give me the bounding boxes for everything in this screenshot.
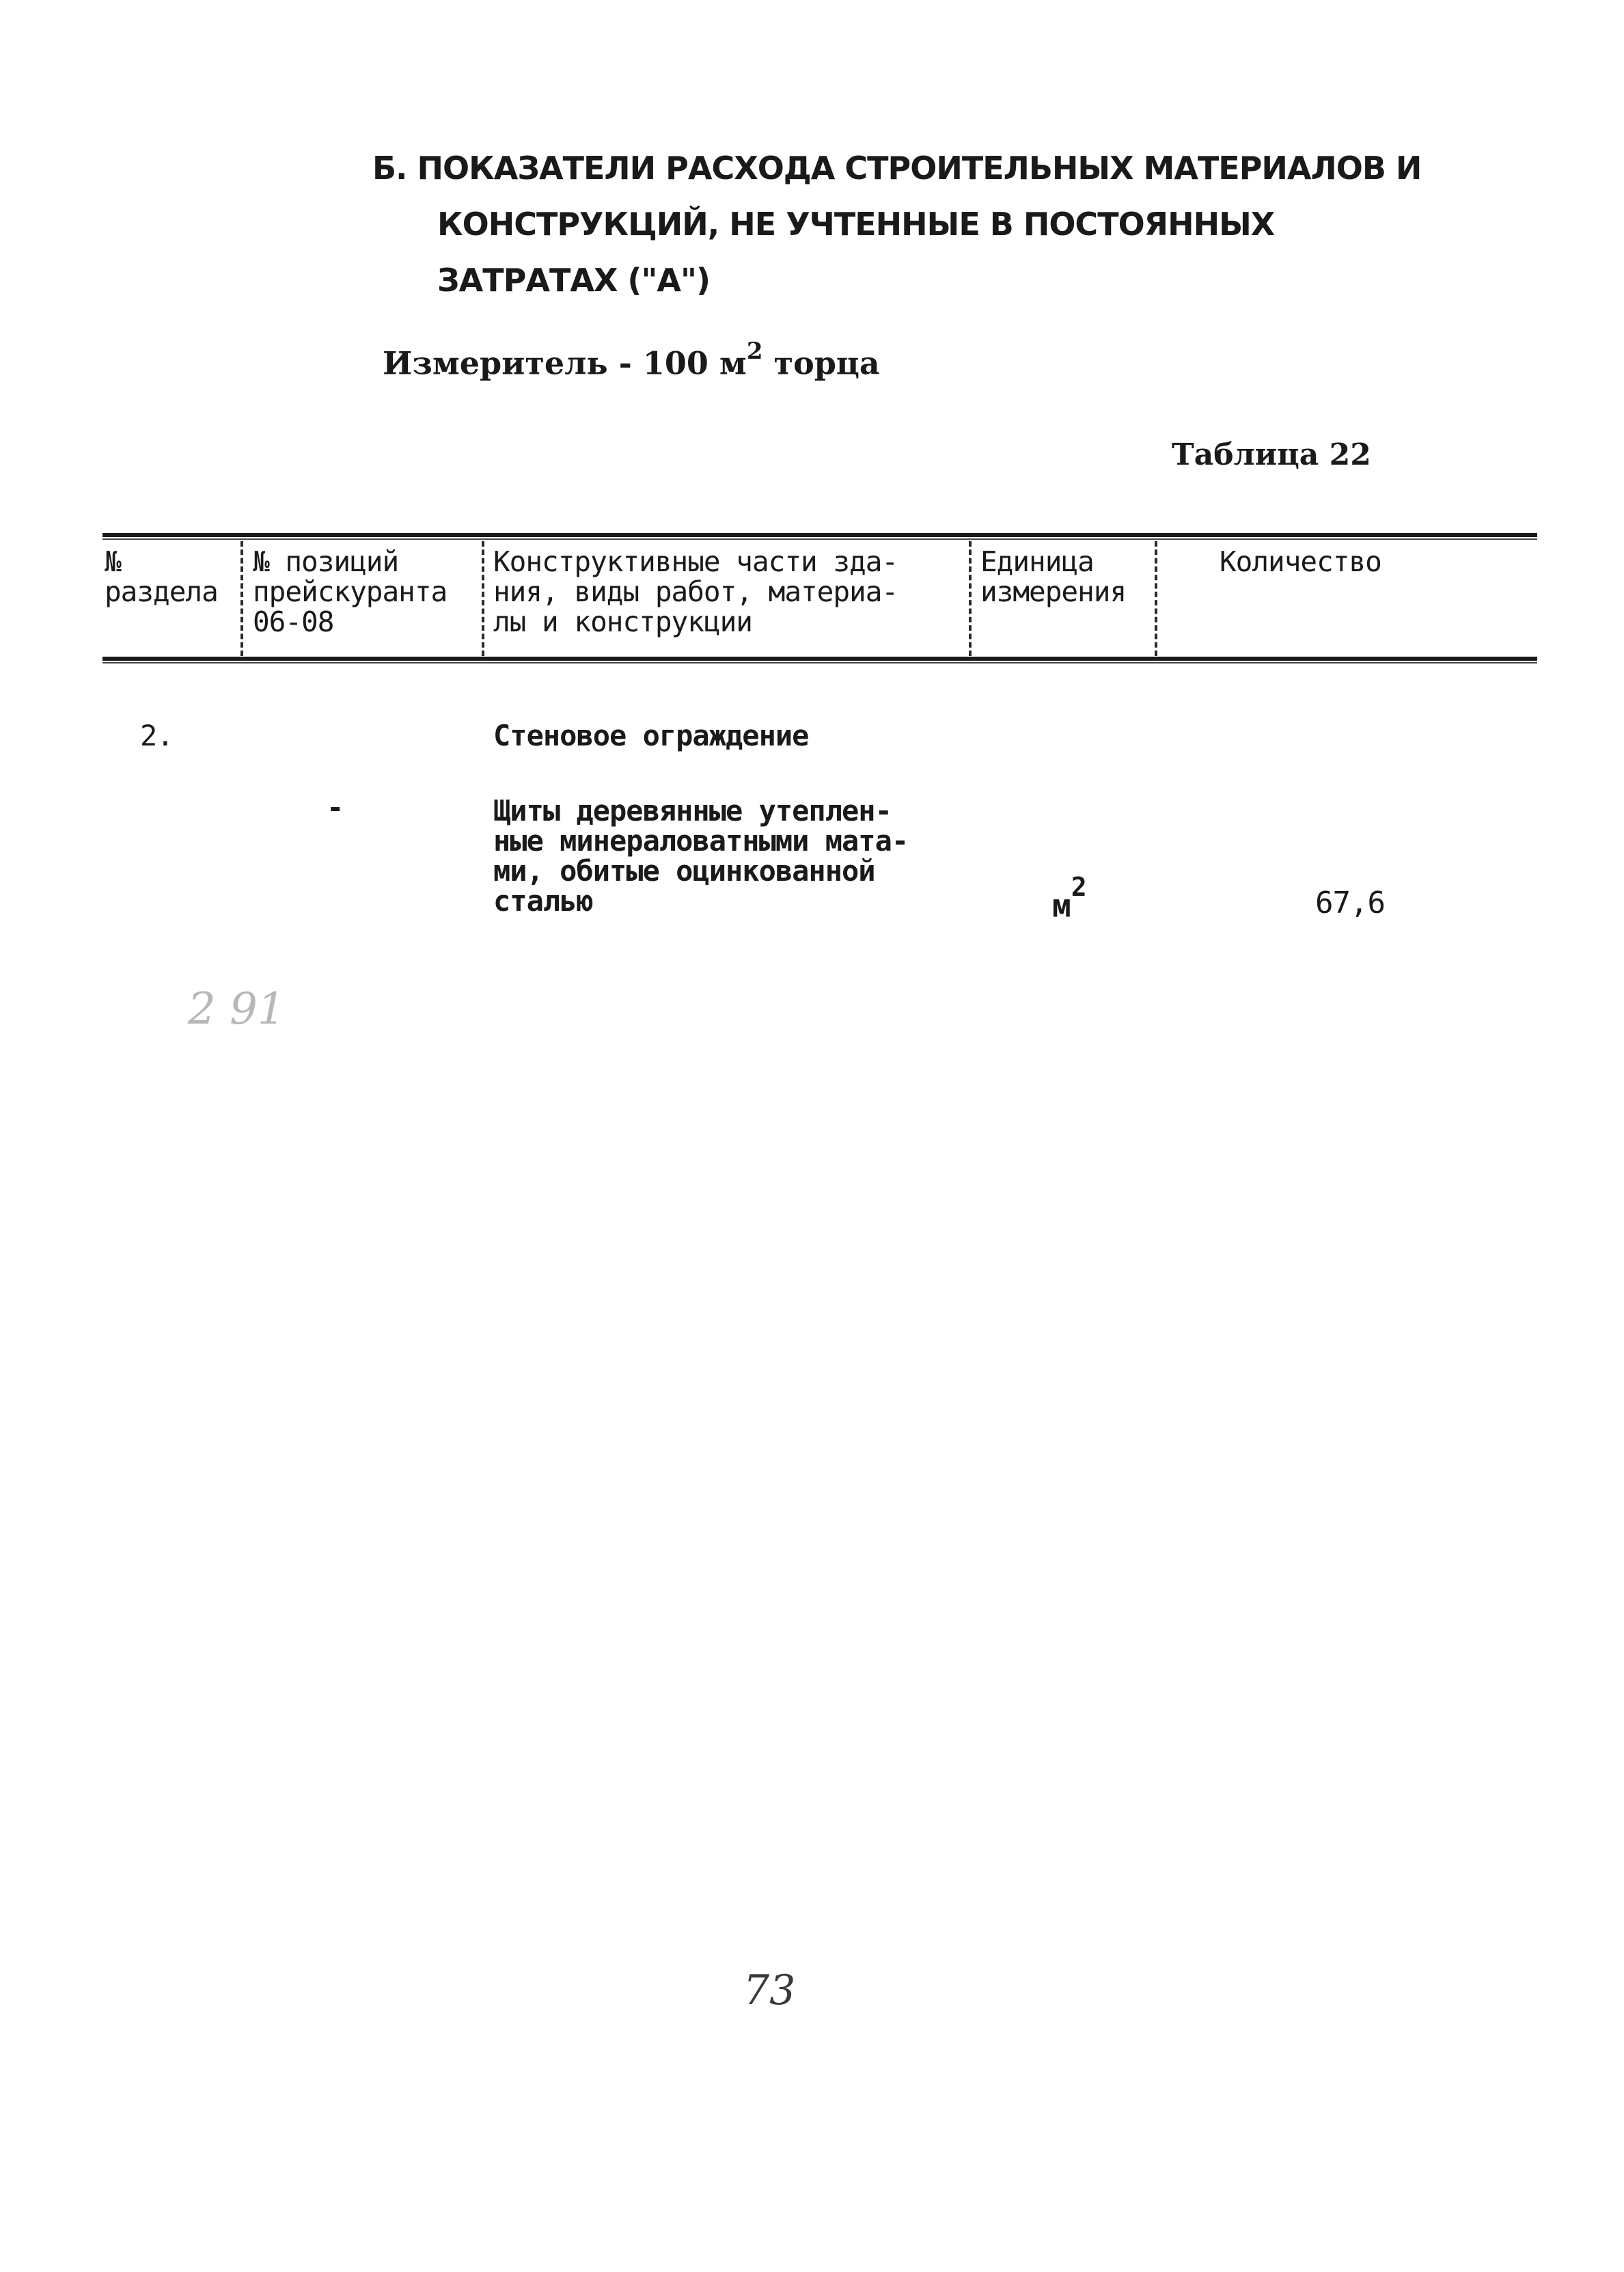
column-divider — [969, 541, 972, 656]
unit-base: м — [1052, 887, 1071, 925]
measure-unit — [383, 338, 880, 382]
table-label: Таблица 22 — [1172, 437, 1371, 472]
page-number: 73 — [743, 1967, 796, 2014]
unit-exponent: 2 — [1071, 872, 1087, 902]
column-divider — [1155, 541, 1157, 656]
table-top-rule-thin — [102, 538, 1537, 540]
pencil-margin-note: 2 91 — [188, 984, 286, 1035]
row-position-dash: - — [327, 791, 344, 824]
measure-label: Измеритель - 100 м — [383, 344, 747, 382]
header-unit: Единица измерения — [980, 545, 1127, 608]
table-top-rule — [102, 533, 1537, 537]
row-section-number: 2. — [140, 719, 174, 752]
heading-line-3: ЗАТРАТАХ ("А") — [437, 262, 711, 299]
heading-line-1: Б. ПОКАЗАТЕЛИ РАСХОДА СТРОИТЕЛЬНЫХ МАТЕРИАЛОВ И — [372, 150, 1422, 187]
header-structural-parts: Конструктивные части зда- ния, виды работ, материа- лы и конструкции — [493, 545, 898, 638]
row-section-title: Стеновое ограждение — [493, 719, 809, 752]
column-divider — [240, 541, 243, 656]
column-divider — [482, 541, 484, 656]
measure-suffix: торца — [762, 344, 880, 382]
table-header-bottom-rule — [102, 657, 1537, 661]
heading-line-2: КОНСТРУКЦИЙ, НЕ УЧТЕННЫЕ В ПОСТОЯННЫХ — [437, 206, 1275, 243]
measure-exponent: 2 — [746, 338, 763, 365]
header-section-number: № раздела — [105, 545, 218, 608]
section-heading — [372, 140, 1422, 308]
table-header-bottom-rule-thin — [102, 662, 1537, 663]
row-item-quantity: 67,6 — [1315, 886, 1385, 920]
header-quantity: Количество — [1220, 545, 1381, 578]
row-item-unit — [1052, 872, 1087, 925]
header-price-position: № позиций прейскуранта 06-08 — [253, 545, 448, 638]
row-item-description: Щиты деревянные утеплен- ные минераловатными мата- ми, обитые оцинкованной сталью — [493, 794, 909, 918]
